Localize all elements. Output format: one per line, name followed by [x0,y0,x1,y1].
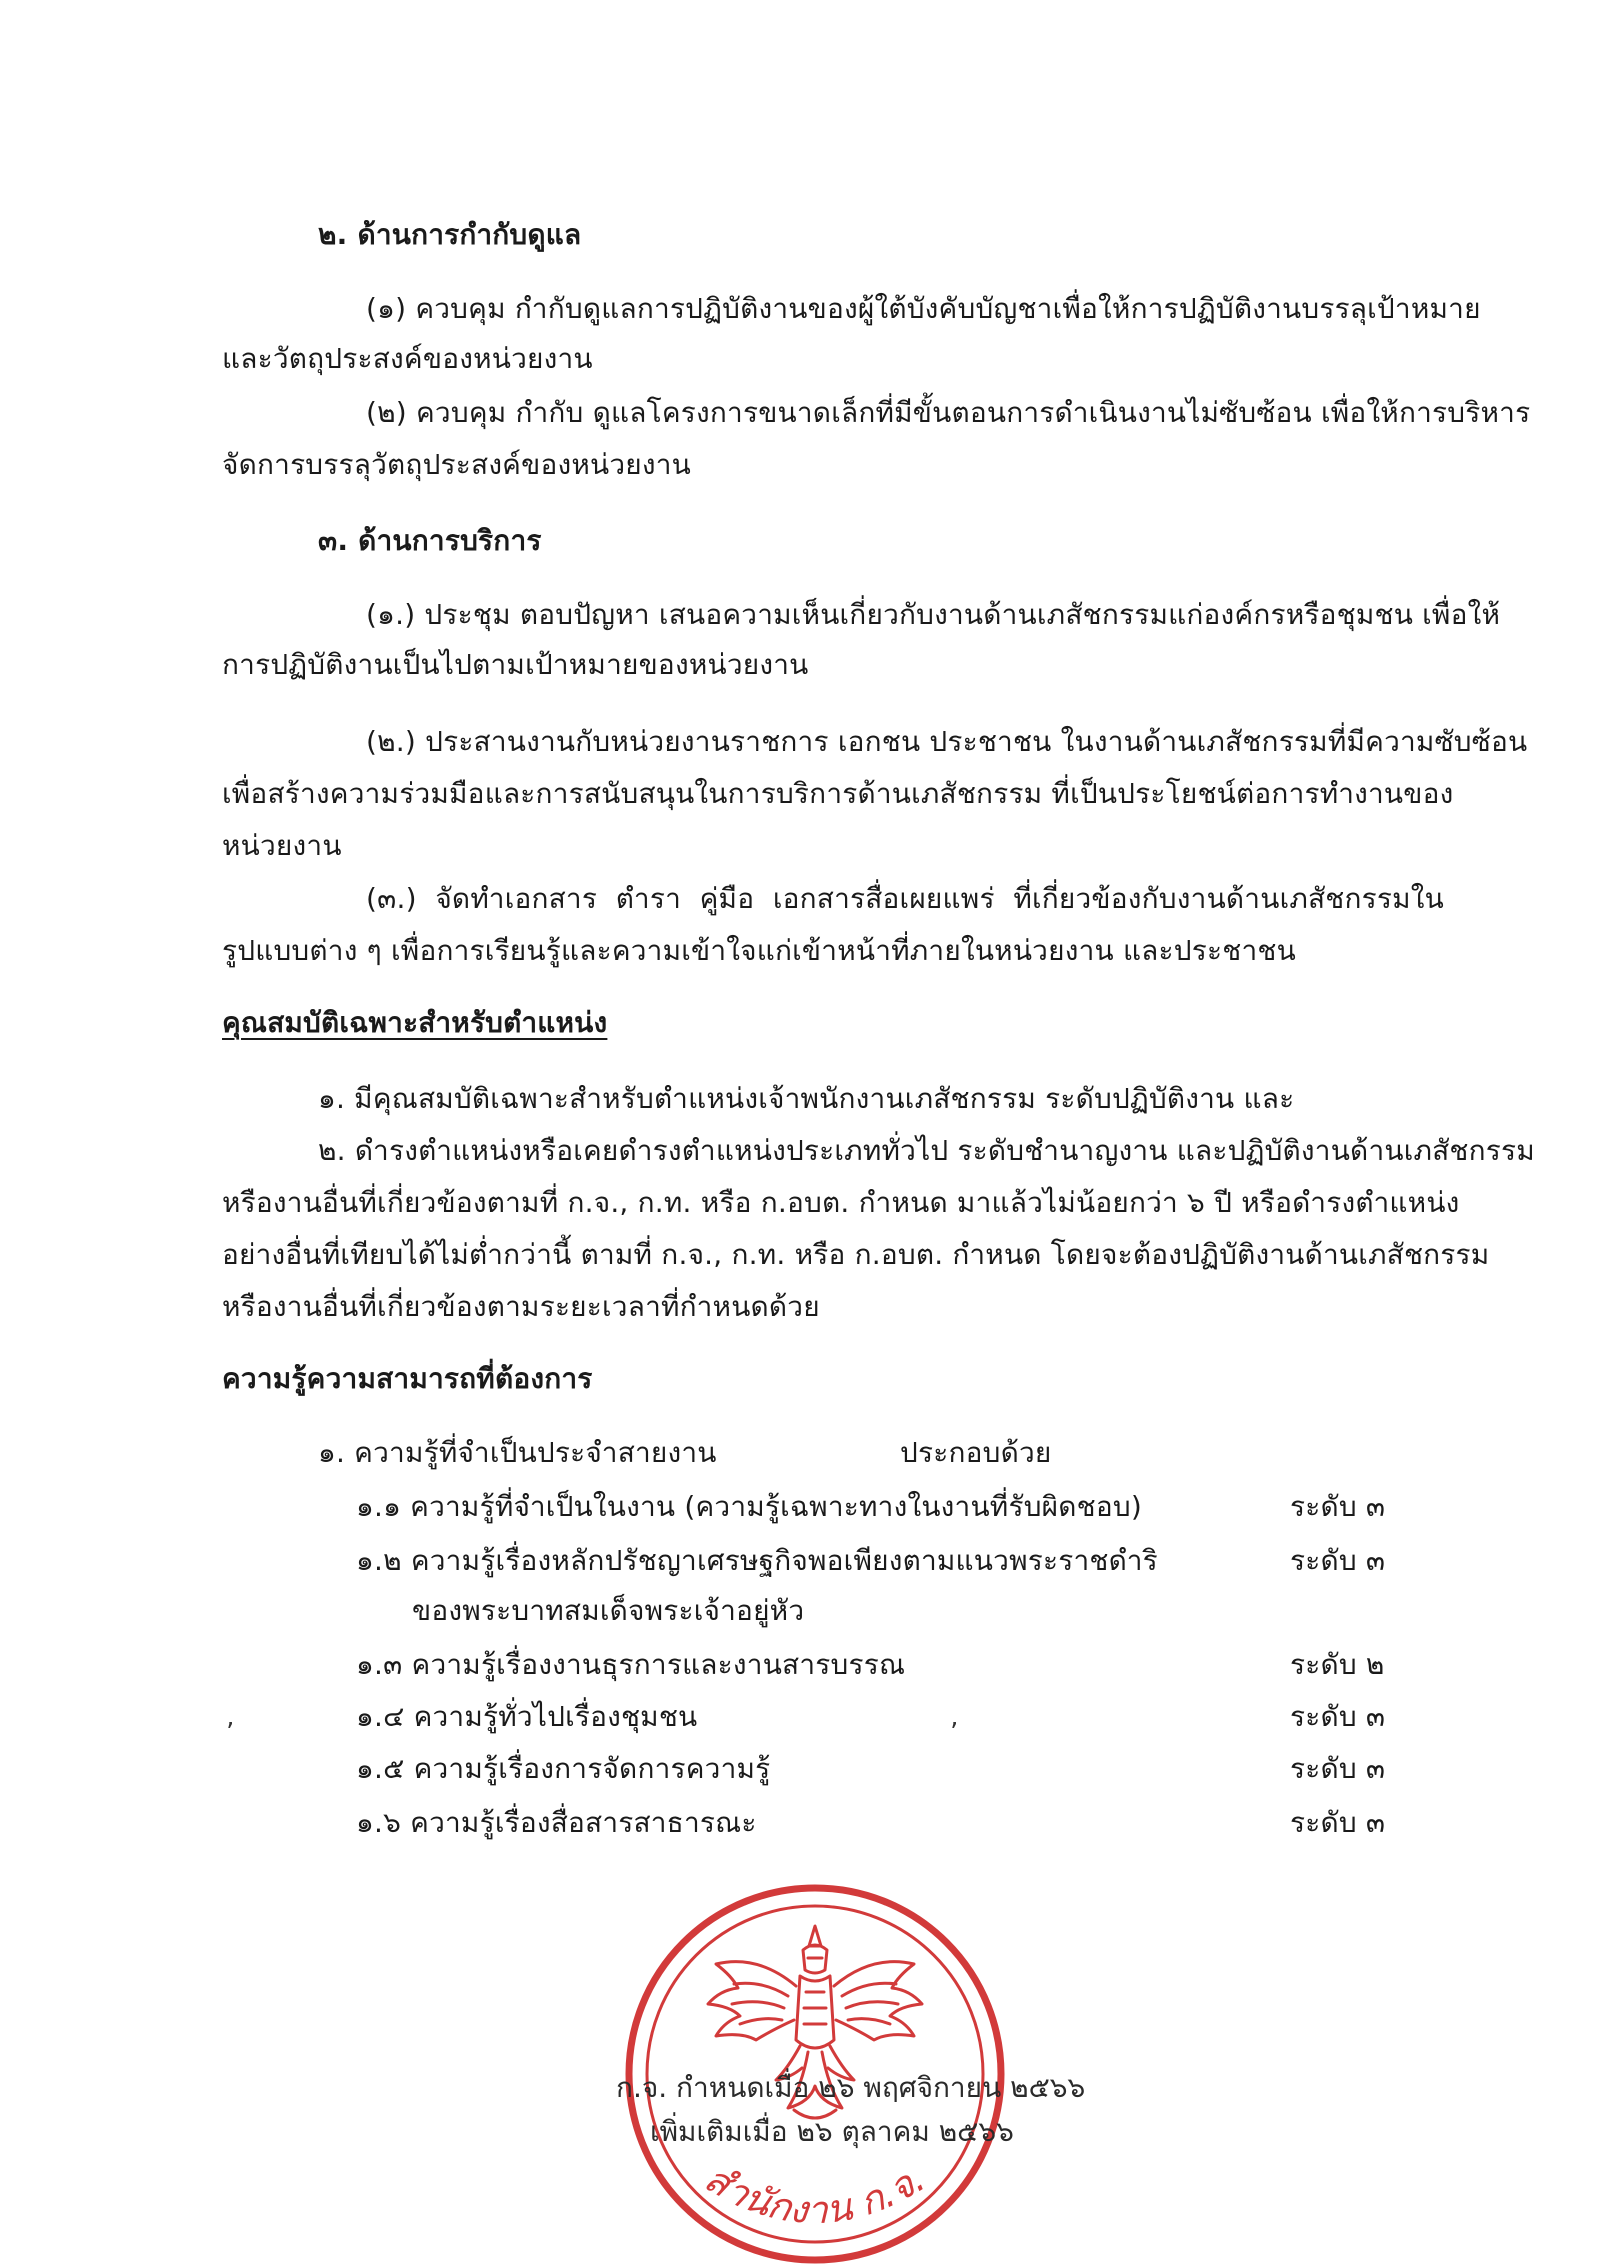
knowledge-item-label: ๑.๔ ความรู้ทั่วไปเรื่องชุมชน [356,1700,698,1733]
knowledge-item-label-continued: ของพระบาทสมเด็จพระเจ้าอยู่หัว [412,1594,805,1627]
section-2-item-2-line-1: (๒) ควบคุม กำกับ ดูแลโครงการขนาดเล็กที่มีขั้นตอนการดำเนินงานไม่ซับซ้อน เพื่อให้การบริหาร [366,396,1531,429]
knowledge-item-level: ระดับ ๓ [1290,1700,1386,1733]
knowledge-item-label: ๑.๓ ความรู้เรื่องงานธุรการและงานสารบรรณ [356,1648,906,1681]
svg-text:สำนักงาน ก.จ.: สำนักงาน ก.จ. [697,2155,933,2233]
margin-mark-left: ’ [226,1718,235,1748]
qualification-2-line-4: หรืองานอื่นที่เกี่ยวข้องตามระยะเวลาที่กำหนดด้วย [222,1290,820,1323]
section-3-item-1-line-2: การปฏิบัติงานเป็นไปตามเป้าหมายของหน่วยงาน [222,648,809,681]
footer-date-line-1: ก.จ. กำหนดเมื่อ ๒๖ พฤศจิกายน ๒๕๖๖ [616,2071,1086,2104]
section-2-item-1-line-2: และวัตถุประสงค์ของหน่วยงาน [222,342,593,375]
section-3-item-3-line-1: (๓.) จัดทำเอกสาร ตำรา คู่มือ เอกสารสื่อเผยแพร่ ที่เกี่ยวข้องกับงานด้านเภสัชกรรมใน [366,882,1444,915]
qualification-1: ๑. มีคุณสมบัติเฉพาะสำหรับตำแหน่งเจ้าพนักงานเภสัชกรรม ระดับปฏิบัติงาน และ [318,1082,1295,1115]
section-2-item-1-line-1: (๑) ควบคุม กำกับดูแลการปฏิบัติงานของผู้ใต้บังคับบัญชาเพื่อให้การปฏิบัติงานบรรลุเป้าหมาย [366,292,1481,325]
knowledge-item-level: ระดับ ๓ [1290,1490,1386,1523]
margin-mark-center: ’ [950,1718,959,1748]
section-3-item-2-line-1: (๒.) ประสานงานกับหน่วยงานราชการ เอกชน ประชาชน ในงานด้านเภสัชกรรมที่มีความซับซ้อน [366,725,1528,758]
section-3-item-2-line-3: หน่วยงาน [222,829,342,862]
knowledge-item-label: ๑.๖ ความรู้เรื่องสื่อสารสาธารณะ [356,1806,757,1839]
knowledge-intro: ๑. ความรู้ที่จำเป็นประจำสายงาน [318,1436,717,1469]
section-2-item-2-line-2: จัดการบรรลุวัตถุประสงค์ของหน่วยงาน [222,448,692,481]
knowledge-intro-suffix: ประกอบด้วย [900,1436,1052,1469]
qualification-2-line-2: หรืองานอื่นที่เกี่ยวข้องตามที่ ก.จ., ก.ท. หรือ ก.อบต. กำหนด มาแล้วไม่น้อยกว่า ๖ ปี หรือดำรงตำแหน่ง [222,1186,1460,1219]
qualification-2-line-3: อย่างอื่นที่เทียบได้ไม่ต่ำกว่านี้ ตามที่ ก.จ., ก.ท. หรือ ก.อบต. กำหนด โดยจะต้องปฏิบัติงานด้านเภสัชกรรม [222,1238,1490,1271]
knowledge-item-label: ๑.๒ ความรู้เรื่องหลักปรัชญาเศรษฐกิจพอเพียงตามแนวพระราชดำริ [356,1544,1158,1577]
knowledge-item-label: ๑.๑ ความรู้ที่จำเป็นในงาน (ความรู้เฉพาะทางในงานที่รับผิดชอบ) [356,1490,1142,1523]
knowledge-item-level: ระดับ ๓ [1290,1544,1386,1577]
knowledge-item-level: ระดับ ๓ [1290,1752,1386,1785]
qualification-2-line-1: ๒. ดำรงตำแหน่งหรือเคยดำรงตำแหน่งประเภททั่วไป ระดับชำนาญงาน และปฏิบัติงานด้านเภสัชกรรม [318,1134,1535,1167]
section-3-item-1-line-1: (๑.) ประชุม ตอบปัญหา เสนอความเห็นเกี่ยวกับงานด้านเภสัชกรรมแก่องค์กรหรือชุมชน เพื่อให้ [366,598,1501,631]
section-3-item-2-line-2: เพื่อสร้างความร่วมมือและการสนับสนุนในการบริการด้านเภสัชกรรม ที่เป็นประโยชน์ต่อการทำงานของ [222,777,1454,810]
footer-date-line-2: เพิ่มเติมเมื่อ ๒๖ ตุลาคม ๒๕๖๖ [650,2115,1014,2148]
knowledge-item-level: ระดับ ๒ [1290,1648,1385,1681]
section-3-heading: ๓. ด้านการบริการ [318,524,542,557]
section-3-item-3-line-2: รูปแบบต่าง ๆ เพื่อการเรียนรู้และความเข้าใจแก่เข้าหน้าที่ภายในหน่วยงาน และประชาชน [222,934,1296,967]
knowledge-item-level: ระดับ ๓ [1290,1806,1386,1839]
section-2-heading: ๒. ด้านการกำกับดูแล [318,218,582,251]
knowledge-item-label: ๑.๕ ความรู้เรื่องการจัดการความรู้ [356,1752,771,1785]
qualifications-heading: คุณสมบัติเฉพาะสำหรับตำแหน่ง [222,1006,608,1039]
knowledge-heading: ความรู้ความสามารถที่ต้องการ [222,1362,593,1395]
